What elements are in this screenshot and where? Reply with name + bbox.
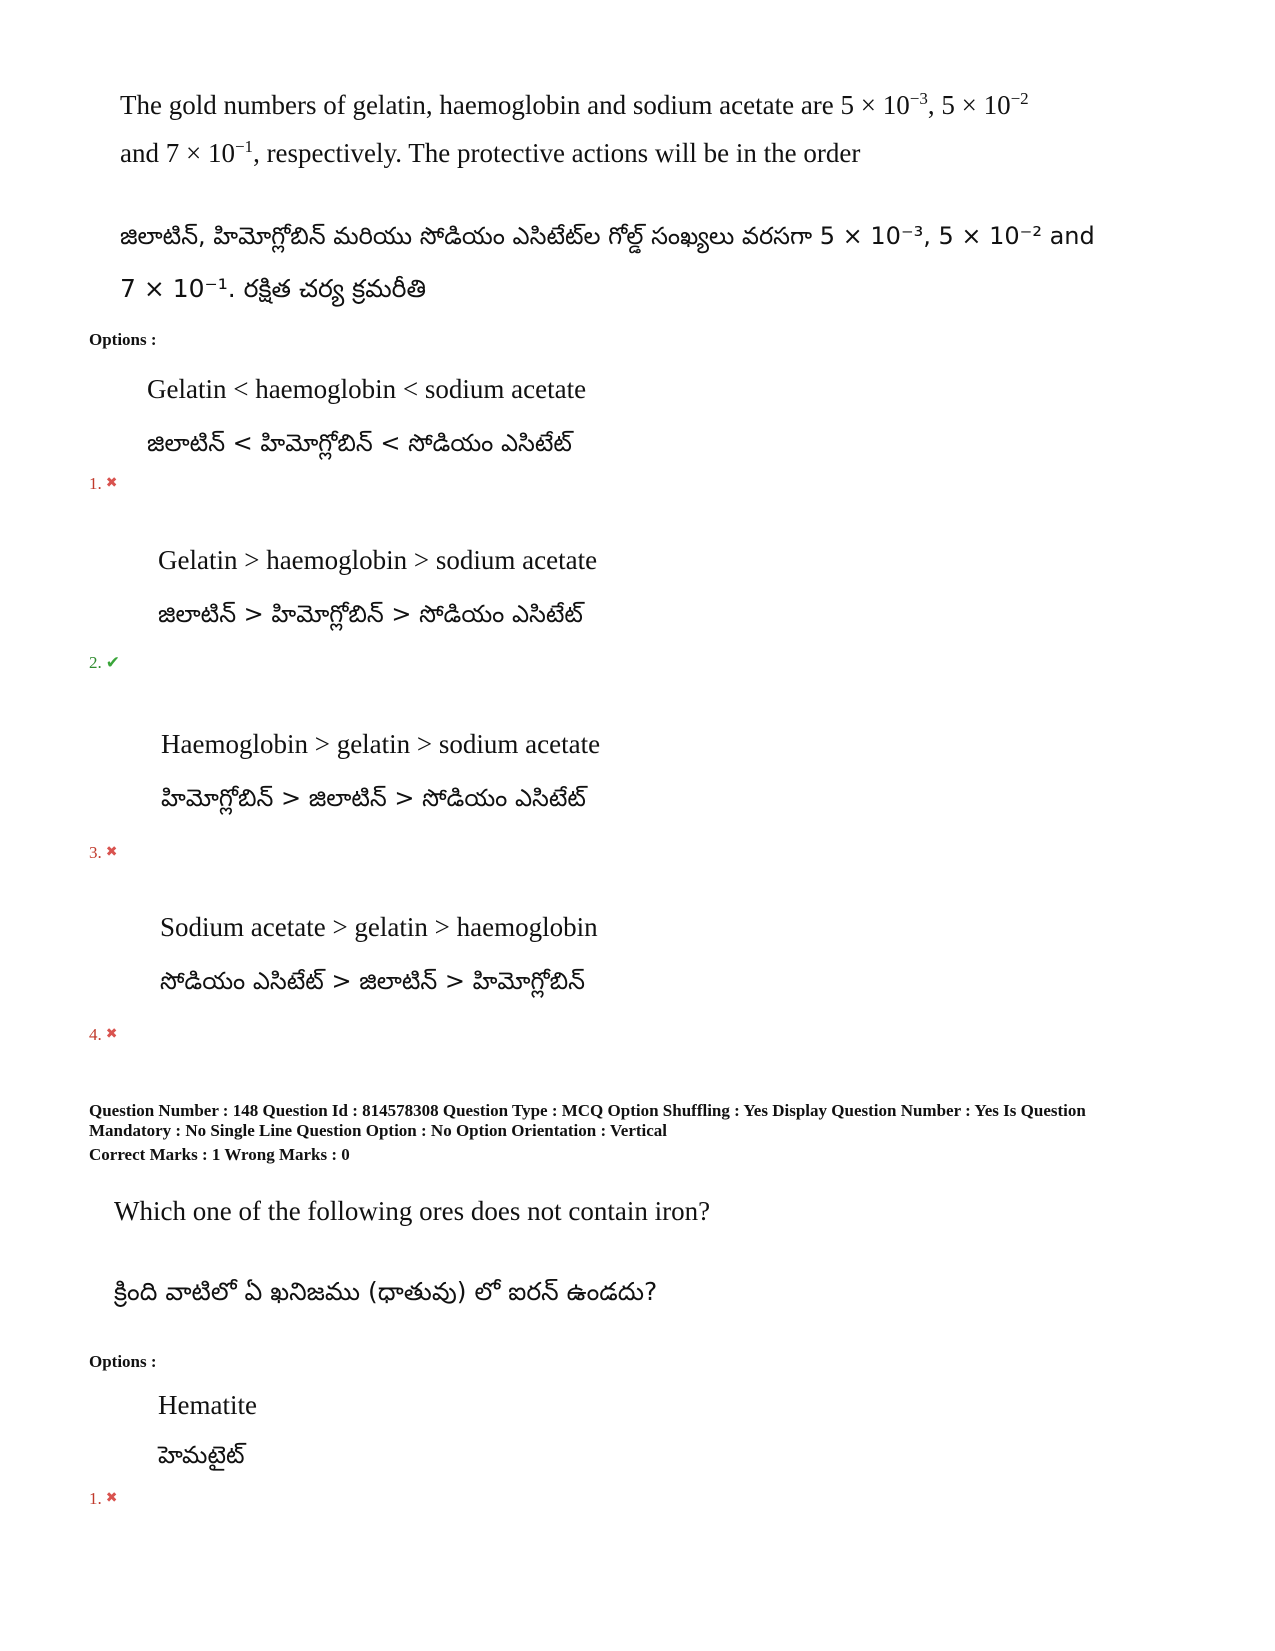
option-1-text-te: జిలాటిన్ < హిమోగ్లోబిన్ < సోడియం ఎసిటేట్ [147, 429, 572, 457]
cross-icon: ✖ [105, 844, 118, 860]
option-1-text-en: Hematite [158, 1390, 257, 1420]
cross-icon: ✖ [105, 1026, 118, 1042]
option-2-text-te: జిలాటిన్ > హిమోగ్లోబిన్ > సోడియం ఎసిటేట్ [158, 600, 583, 628]
question-text-en: Which one of the following ores does not contain iron? [114, 1196, 711, 1226]
option-1[interactable] [147, 374, 586, 463]
option-number: 2. [89, 653, 102, 672]
question-marks: Correct Marks : 1 Wrong Marks : 0 [89, 1145, 350, 1164]
option-number: 4. [89, 1025, 102, 1044]
option-4-text-te: సోడియం ఎసిటేట్ > జిలాటిన్ > హిమోగ్లోబిన్ [160, 967, 585, 995]
question-meta-line2: Mandatory : No Single Line Question Option : No Option Orientation : Vertical [89, 1121, 668, 1140]
option-1-text-en: Gelatin < haemoglobin < sodium acetate [147, 374, 587, 404]
question-text-en-line1: The gold numbers of gelatin, haemoglobin and sodium acetate are $5 \times 10^{-3}$, $5 \times 10^{-2}$ [120, 89, 1029, 120]
option-number: 1. [89, 474, 102, 493]
cross-icon: ✖ [105, 475, 118, 491]
question-text-te-line2: 7 × 10⁻¹. రక్షిత చర్య క్రమరీతి [120, 274, 427, 303]
option-1[interactable] [158, 1390, 257, 1475]
option-3-text-te: హిమోగ్లోబిన్ > జిలాటిన్ > సోడియం ఎసిటేట్ [161, 784, 586, 812]
option-3[interactable] [161, 729, 600, 818]
cross-icon: ✖ [105, 1490, 118, 1506]
check-icon: ✔ [105, 653, 120, 673]
option-3-text-en: Haemoglobin > gelatin > sodium acetate [161, 729, 601, 759]
question-text-te: క్రింది వాటిలో ఏ ఖనిజము (ధాతువు) లో ఐరన్ ఉండదు? [114, 1277, 658, 1306]
option-1-marker [89, 1489, 117, 1509]
option-number: 1. [89, 1489, 102, 1508]
option-2-text-en: Gelatin > haemoglobin > sodium acetate [158, 545, 598, 575]
question-meta-line1: Question Number : 148 Question Id : 814578308 Question Type : MCQ Option Shuffling : Yes Display Question Number : Yes Is Question [89, 1101, 1086, 1120]
option-2-marker [89, 653, 120, 673]
option-number: 3. [89, 843, 102, 862]
option-2[interactable] [158, 545, 597, 634]
option-1-marker [89, 474, 117, 494]
question-text-te-line1: జిలాటిన్, హిమోగ్లోబిన్ మరియు సోడియం ఎసిటేట్‌ల గోల్డ్ సంఖ్యలు వరసగా 5 × 10⁻³, 5 × 10⁻² and [120, 222, 1095, 250]
option-4[interactable] [160, 912, 598, 1001]
option-3-marker [89, 843, 117, 863]
options-label: Options : [89, 1352, 157, 1371]
option-1-text-te: హెమటైట్ [158, 1441, 245, 1469]
option-4-marker [89, 1025, 117, 1045]
options-label: Options : [89, 330, 157, 349]
question-meta [89, 1101, 1209, 1141]
question-text-en-line2: and $7 \times 10^{-1}$, respectively. The protective actions will be in the order [120, 137, 861, 168]
option-4-text-en: Sodium acetate > gelatin > haemoglobin [160, 912, 598, 942]
